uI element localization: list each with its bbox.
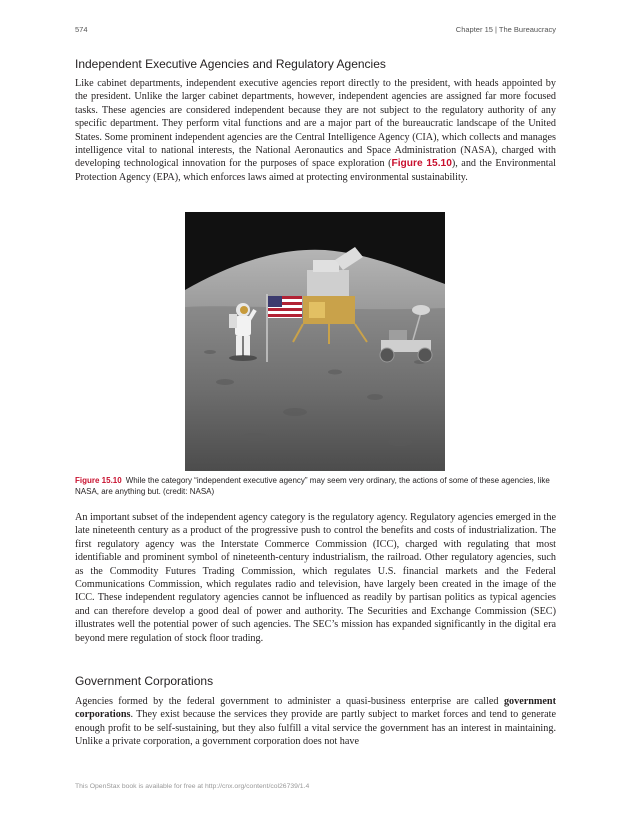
figure-label: Figure 15.10 bbox=[75, 476, 122, 485]
paragraph-text: Agencies formed by the federal government to administer a quasi-business enterprise are called bbox=[75, 696, 504, 707]
key-term: government corporations bbox=[75, 696, 556, 721]
figure-15-10-photo bbox=[185, 212, 445, 471]
chapter-title: Chapter 15 | The Bureaucracy bbox=[455, 25, 556, 34]
paragraph-independent-agencies bbox=[75, 77, 556, 184]
astronaut-moon-photo bbox=[185, 212, 445, 471]
page-number: 574 bbox=[75, 25, 88, 34]
caption-text: While the category “independent executive agency” may seem very ordinary, the actions of some of these agencies, like NASA, are anything but. (credit: NASA) bbox=[75, 476, 550, 496]
figure-caption bbox=[75, 476, 556, 497]
paragraph-text: . They exist because the services they provide are partly subject to market forces and tend to generate enough profit to be self-sustaining, but they also fulfill a vital service the government has an interest in maintaining. Unlike a private corporation, a government corporation does not have bbox=[75, 709, 556, 748]
section-heading-government-corporations: Government Corporations bbox=[75, 674, 214, 688]
section-heading-independent-agencies: Independent Executive Agencies and Regulatory Agencies bbox=[75, 57, 386, 71]
paragraph-text: Like cabinet departments, independent executive agencies report directly to the president, with heads appointed by the president. Unlike the larger cabinet departments, however, independent agencies are assigned far more focused tasks. These agencies are considered independent because they are not subject to the regulatory authority of any specific department. They perform vital functions and are a major part of the bureaucratic landscape of the United States. Some prominent independent agencies are the Central Intelligence Agency (CIA), which collects and manages intelligence vital to national interests, the National Aeronautics and Space Administration (NASA), charged with developing technological innovation for the purposes of space exploration ( bbox=[75, 78, 556, 170]
paragraph-government-corporations bbox=[75, 695, 556, 749]
page-footer: This OpenStax book is available for free at http://cnx.org/content/col26739/1.4 bbox=[75, 783, 310, 790]
paragraph-regulatory-agencies: An important subset of the independent agency category is the regulatory agency. Regulatory agencies emerged in the late nineteenth century as a product of the progressive push to control the benefits and costs of industrialization. The first regulatory agency was the Interstate Commerce Commission (ICC), charged with regulating that most identifiable and prominent symbol of nineteenth-century industrialism, the railroad. Other regulatory agencies, such as the Commodity Futures Trading Commission, which regulates U.S. financial markets and the Federal Communications Commission, which regulates radio and television, have largely been created in the image of the ICC. These independent regulatory agencies cannot be influenced as readily by partisan politics as typical agencies and can therefore develop a good deal of power and authority. The Securities and Exchange Commission (SEC) illustrates well the potential power of such agencies. The SEC’s mission has expanded significantly in the digital era beyond mere regulation of stock floor trading. bbox=[75, 512, 556, 644]
paragraph-text: ), and the Environmental Protection Agency (EPA), which enforces laws aimed at protecting environmental sustainability. bbox=[75, 158, 556, 183]
figure-15-10-link[interactable]: Figure 15.10 bbox=[391, 158, 452, 170]
